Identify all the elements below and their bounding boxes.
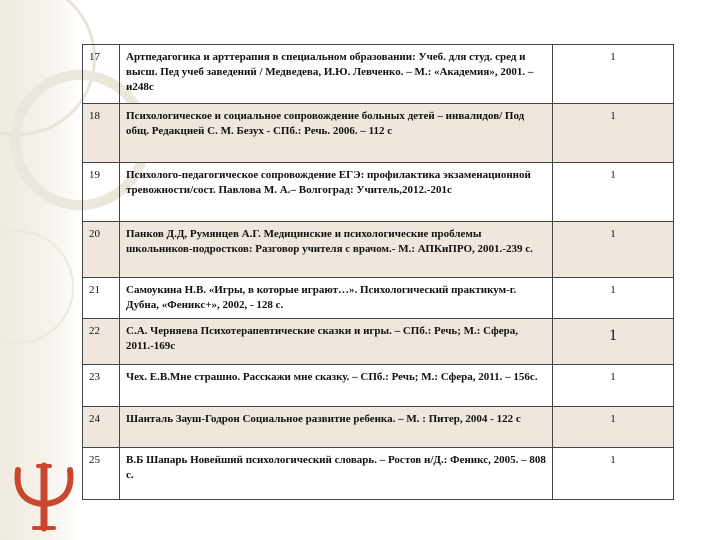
table-row (83, 104, 674, 163)
row-number: 18 (83, 104, 120, 163)
copies-count: 1 (553, 407, 674, 448)
table-row (83, 319, 674, 365)
table-row (83, 448, 674, 500)
book-entry: Психологическое и социальное сопровождение больных детей – инвалидов/ Под общ. Редакцией С. М. Безух - СПб.: Речь. 2006. – 112 с (120, 104, 553, 163)
book-entry: С.А. Черняева Психотерапевтические сказки и игры. – СПб.: Речь; М.: Сфера, 2011.-169с (120, 319, 553, 365)
row-number: 23 (83, 365, 120, 407)
row-number: 17 (83, 45, 120, 104)
book-entry: В.Б Шапарь Новейший психологический словарь. – Ростов н/Д.: Феникс, 2005. – 808 с. (120, 448, 553, 500)
copies-count: 1 (553, 45, 674, 104)
copies-count: 1 (553, 222, 674, 278)
copies-count: 1 (553, 278, 674, 319)
copies-count: 1 (553, 365, 674, 407)
table-row (83, 163, 674, 222)
row-number: 21 (83, 278, 120, 319)
book-entry: Психолого-педагогическое сопровождение ЕГЭ: профилактика экзаменационной тревожности/сост. Павлова М. А.– Волгоград: Учитель,2012.-201с (120, 163, 553, 222)
book-entry: Шанталь Зауш-Годрон Социальное развитие ребенка. – М. : Питер, 2004 - 122 с (120, 407, 553, 448)
row-number: 24 (83, 407, 120, 448)
book-entry: Артпедагогика и арттерапия в специальном образовании: Учеб. для студ. сред и высш. Пед учеб заведений / Медведева, И.Ю. Левченко. – М.: «Академия», 2001. –и248с (120, 45, 553, 104)
copies-count: 1 (553, 448, 674, 500)
book-entry: Панков Д.Д, Румянцев А.Г. Медицинские и психологические проблемы школьников-подростков: Разговор учителя с врачом.- М.: АПКиПРО, 2001.-239 с. (120, 222, 553, 278)
row-number: 25 (83, 448, 120, 500)
book-entry: Чех. Е.В.Мне страшно. Расскажи мне сказку. – СПб.: Речь; М.: Сфера, 2011. – 156с. (120, 365, 553, 407)
bibliography-table (82, 44, 674, 500)
book-entry: Самоукина Н.В. «Игры, в которые играют…». Психологический практикум-г. Дубна, «Феникс+», 2002, - 128 с. (120, 278, 553, 319)
row-number: 22 (83, 319, 120, 365)
row-number: 20 (83, 222, 120, 278)
table-row (83, 278, 674, 319)
table-row (83, 45, 674, 104)
table-row (83, 222, 674, 278)
copies-count: 1 (553, 163, 674, 222)
psi-logo-icon (8, 462, 80, 532)
table-row (83, 407, 674, 448)
table-row (83, 365, 674, 407)
copies-count: 1 (553, 319, 674, 365)
copies-count: 1 (553, 104, 674, 163)
row-number: 19 (83, 163, 120, 222)
